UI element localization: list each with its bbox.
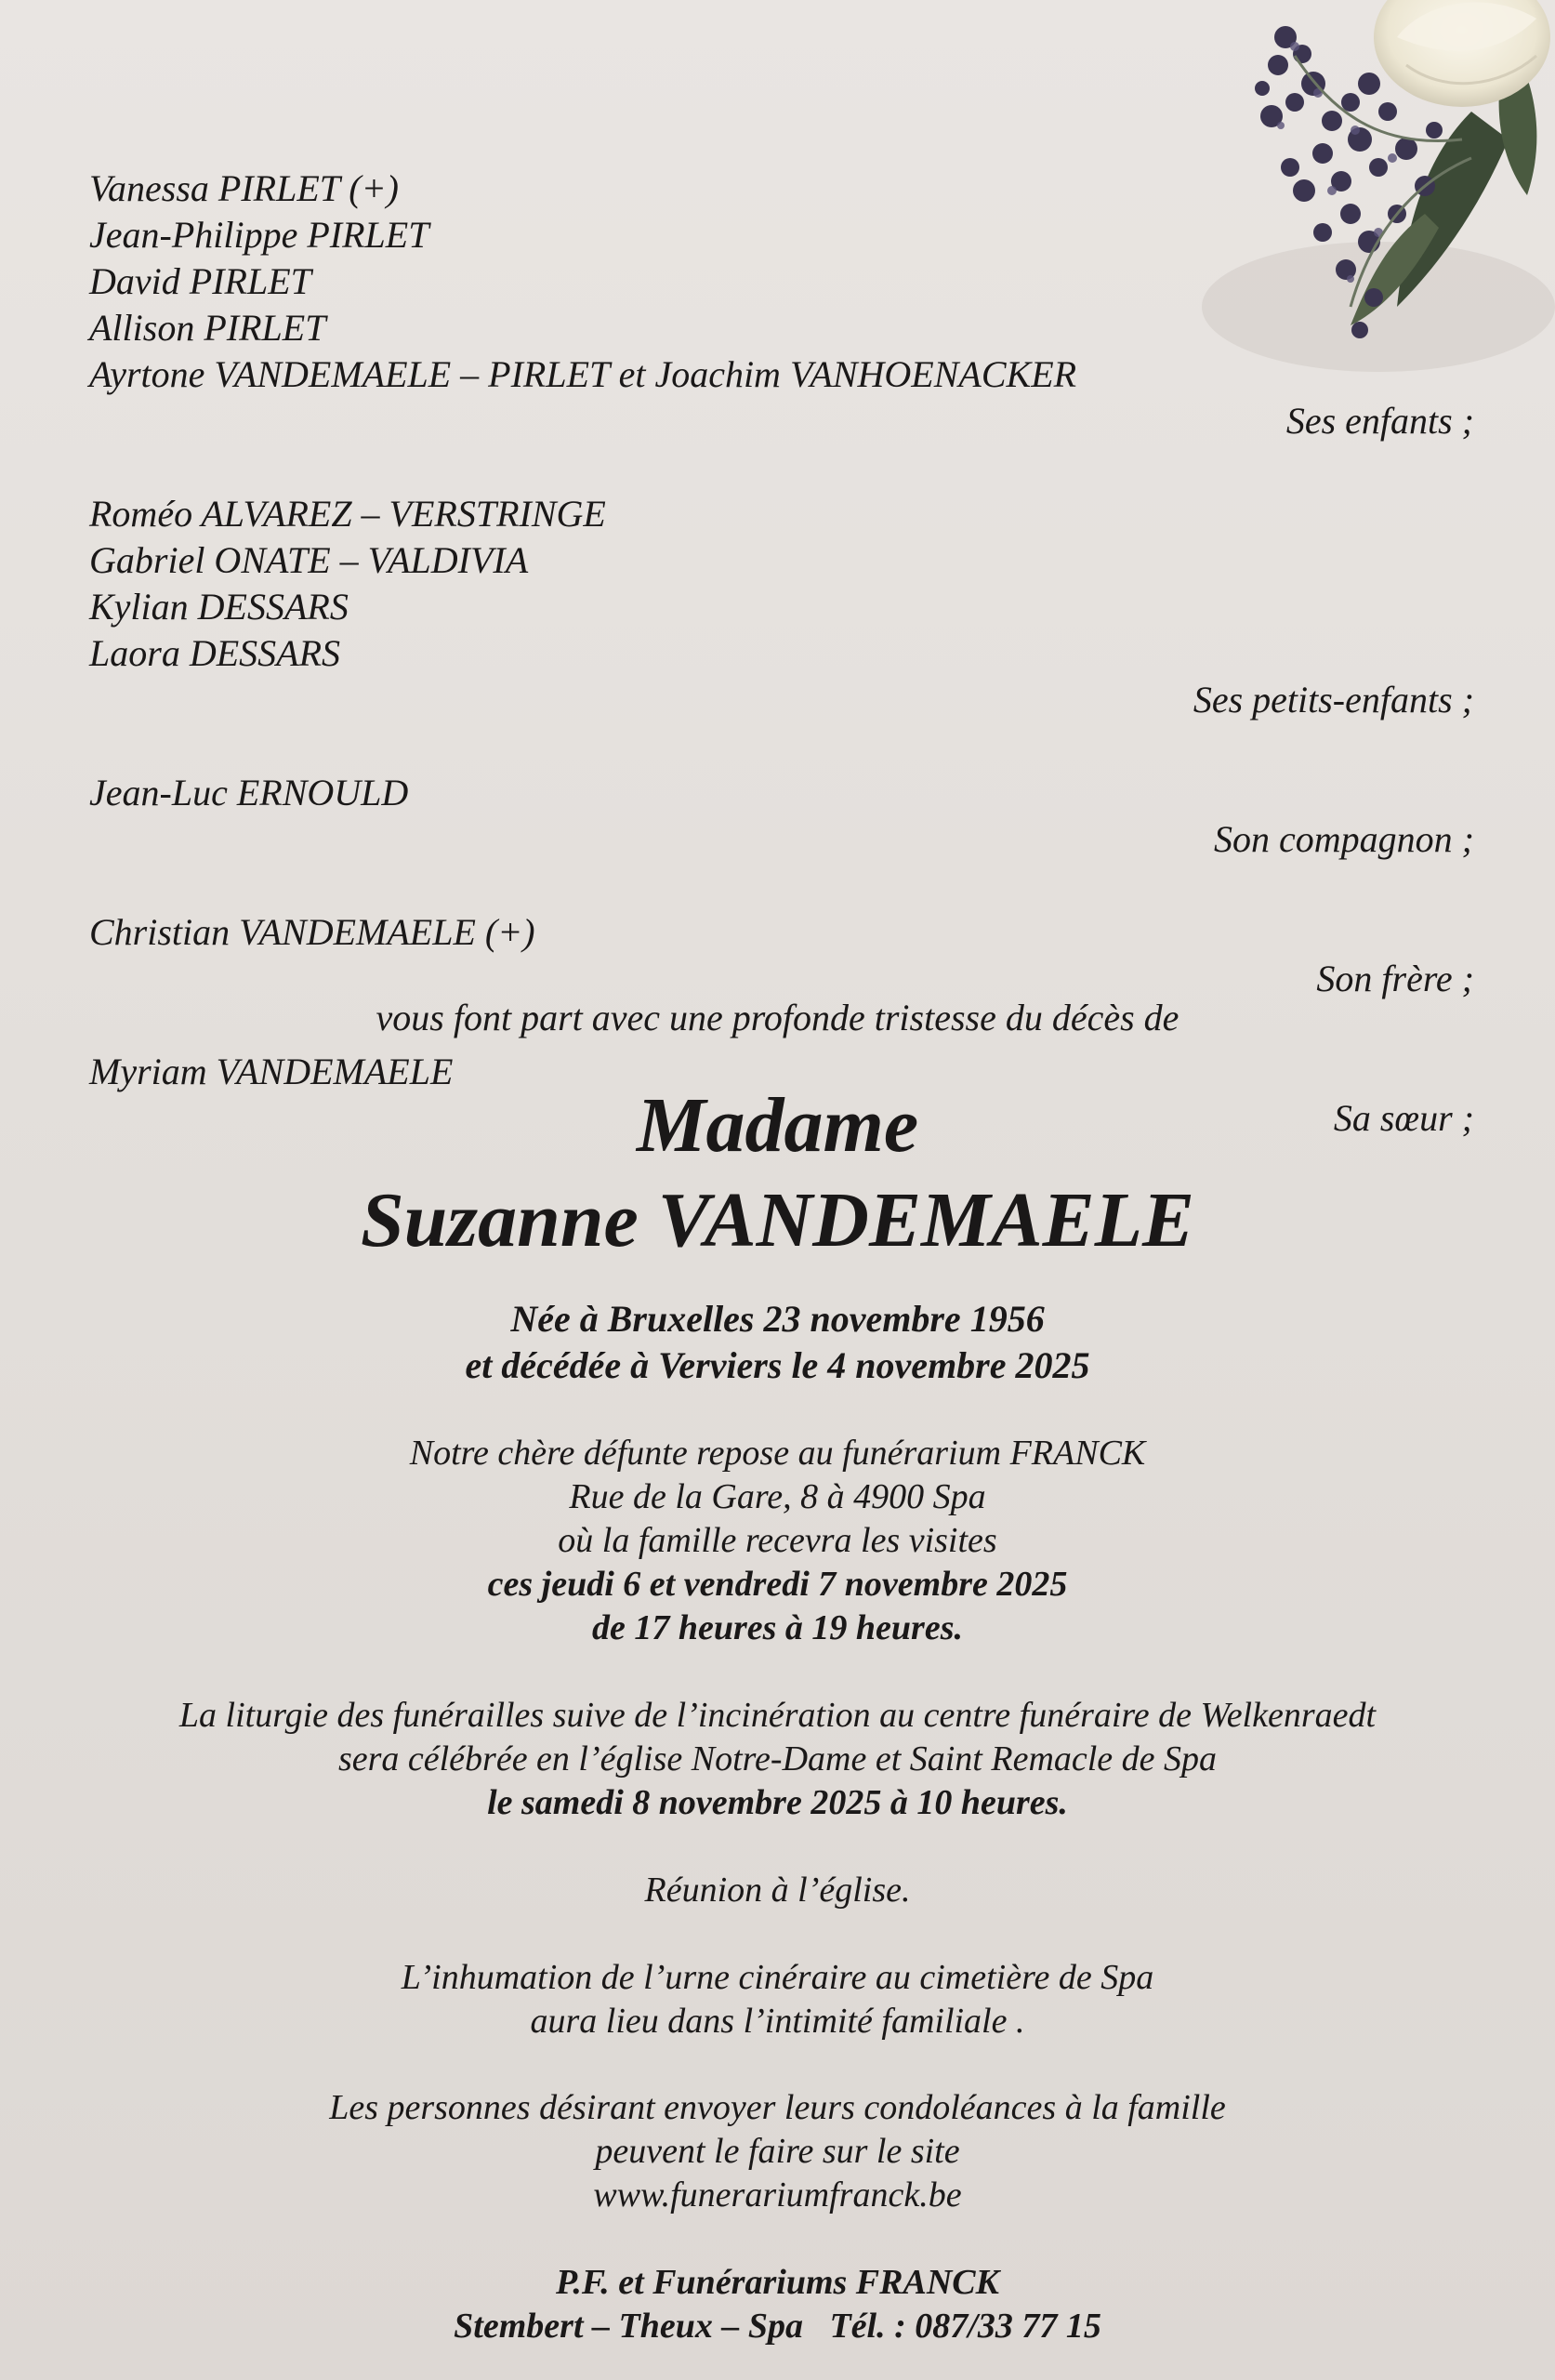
visitation-dates: ces jeudi 6 et vendredi 7 novembre 2025 (487, 1565, 1068, 1604)
burial-section (0, 1956, 1555, 2043)
child-name: Jean-Philippe PIRLET (89, 214, 429, 256)
condolences-section (0, 2086, 1555, 2217)
condolences-website-link[interactable]: www.funerariumfranck.be (593, 2175, 962, 2215)
funeral-home-footer (0, 2261, 1555, 2348)
companion-name: Jean-Luc ERNOULD (89, 772, 409, 813)
death-line: et décédée à Verviers le 4 novembre 2025 (465, 1344, 1090, 1386)
companion-relation-label: Son compagnon ; (1214, 818, 1474, 860)
funeral-section (0, 1694, 1555, 1825)
grandchildren-relation-label: Ses petits-enfants ; (1193, 679, 1474, 721)
brother-name: Christian VANDEMAELE (+) (89, 911, 535, 953)
grandchild-name: Gabriel ONATE – VALDIVIA (89, 539, 529, 581)
birth-line: Née à Bruxelles 23 novembre 1956 (510, 1298, 1045, 1340)
burial-line: aura lieu dans l’intimité familiale . (530, 2002, 1025, 2041)
funeral-home-contact: Stembert – Theux – Spa Tél. : 087/33 77 15 (454, 2307, 1101, 2346)
burial-line: L’inhumation de l’urne cinéraire au cimetière de Spa (401, 1958, 1154, 1997)
children-relation-label: Ses enfants ; (1285, 400, 1474, 442)
grandchildren-group (89, 491, 1483, 723)
grandchild-name: Roméo ALVAREZ – VERSTRINGE (89, 493, 606, 535)
visitation-line: Notre chère défunte repose au funérarium FRANCK (409, 1434, 1146, 1473)
visitation-line: où la famille recevra les visites (558, 1521, 997, 1560)
brother-relation-label: Son frère ; (1316, 958, 1474, 999)
child-name: Ayrtone VANDEMAELE – PIRLET et Joachim VANHOENACKER (89, 353, 1077, 395)
brother-group (89, 909, 1483, 1002)
grandchild-name: Kylian DESSARS (89, 586, 349, 628)
deceased-name: Suzanne VANDEMAELE (360, 1177, 1195, 1263)
funeral-date: le samedi 8 novembre 2025 à 10 heures. (487, 1783, 1068, 1822)
life-dates (0, 1296, 1555, 1389)
funeral-home-name: P.F. et Funérariums FRANCK (556, 2263, 999, 2302)
gathering-line: Réunion à l’église. (644, 1871, 911, 1910)
funeral-line: sera célébrée en l’église Notre-Dame et Saint Remacle de Spa (337, 1739, 1218, 1778)
companion-group (89, 770, 1483, 863)
sister-relation-label: Sa sœur ; (1333, 1097, 1474, 1139)
child-name: David PIRLET (89, 260, 311, 302)
honorific: Madame (636, 1082, 919, 1169)
visitation-section (0, 1432, 1555, 1650)
funeral-line: La liturgie des funérailles suive de l’incinération au centre funéraire de Welkenraedt (178, 1696, 1377, 1735)
condolences-line: Les personnes désirant envoyer leurs condoléances à la famille (329, 2088, 1226, 2127)
sister-name: Myriam VANDEMAELE (89, 1051, 454, 1092)
child-name: Allison PIRLET (89, 307, 326, 349)
child-name: Vanessa PIRLET (+) (89, 167, 399, 209)
grandchild-name: Laora DESSARS (89, 632, 340, 674)
gathering-section (0, 1869, 1555, 1912)
condolences-line: peuvent le faire sur le site (595, 2132, 960, 2171)
deceased-title (0, 1078, 1555, 1268)
children-group (89, 165, 1483, 444)
visitation-address: Rue de la Gare, 8 à 4900 Spa (569, 1477, 986, 1516)
announcement-intro: vous font part avec une profonde tristesse du décès de (376, 997, 1179, 1038)
visitation-hours: de 17 heures à 19 heures. (591, 1608, 964, 1647)
